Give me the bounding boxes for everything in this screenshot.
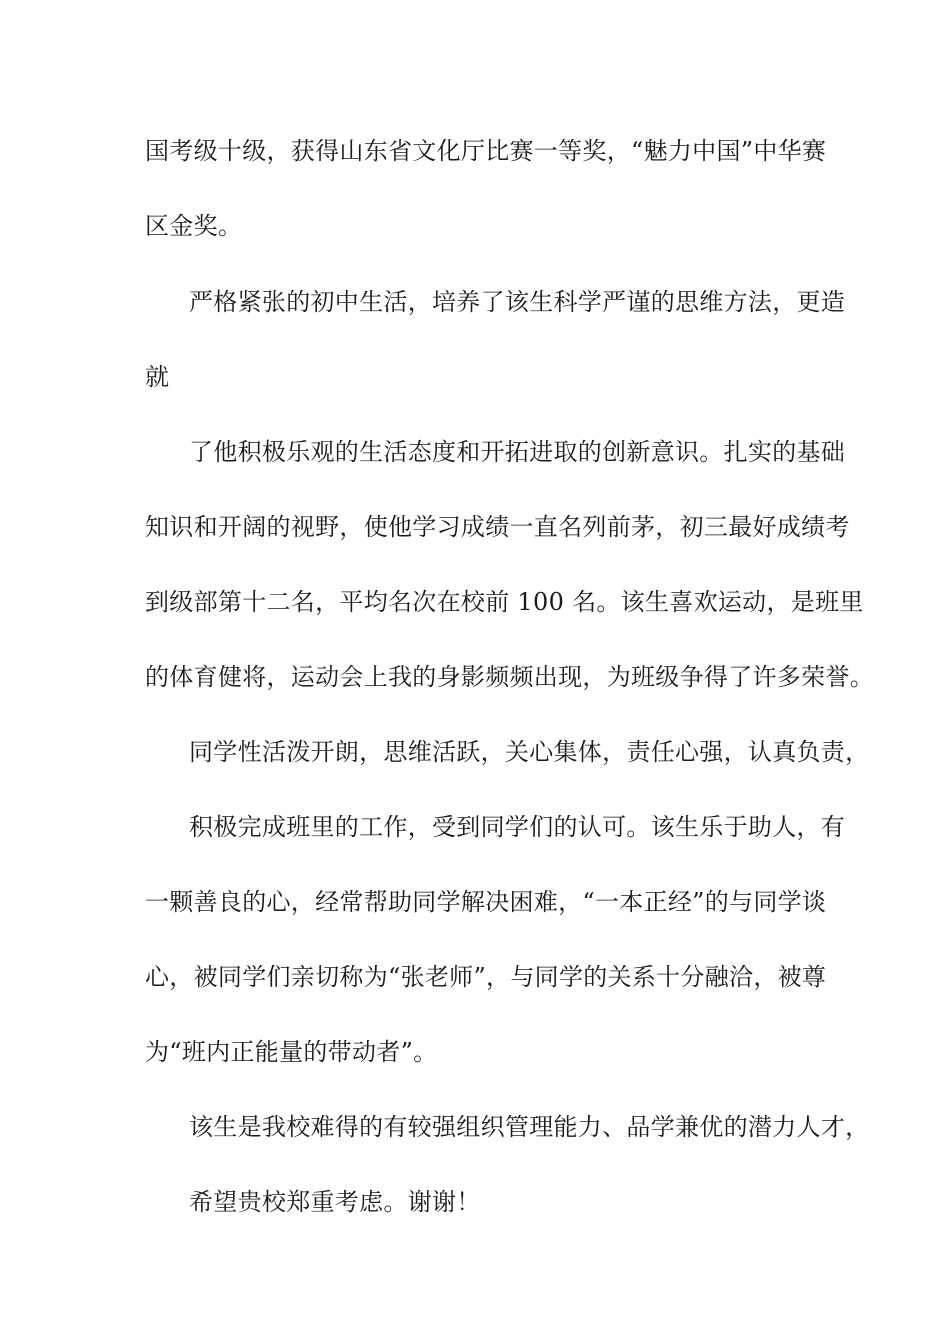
text-line-12: 心，被同学们亲切称为“张老师”，与同学的关系十分融洽，被尊 (145, 963, 827, 991)
text-line-14: 该生是我校难得的有较强组织管理能力、品学兼优的潜力人才， (189, 1113, 870, 1141)
text-line-11: 一颗善良的心，经常帮助同学解决困难，“一本正经”的与同学谈 (145, 888, 827, 916)
text-line-15: 希望贵校郑重考虑。谢谢！ (189, 1188, 481, 1216)
text-line-13: 为“班内正能量的带动者”。 (145, 1038, 438, 1066)
text-line-9: 同学性活泼开朗，思维活跃，关心集体，责任心强，认真负责， (189, 738, 870, 766)
text-line-4: 就 (145, 363, 170, 391)
text-line-8: 的体育健将，运动会上我的身影频频出现，为班级争得了许多荣誉。 (145, 663, 874, 691)
text-line-6: 知识和开阔的视野，使他学习成绩一直名列前茅，初三最好成绩考 (145, 513, 850, 541)
text-line-5: 了他积极乐观的生活态度和开拓进取的创新意识。扎实的基础 (189, 438, 846, 466)
text-line-2: 区金奖。 (145, 212, 243, 240)
text-line-7: 到级部第十二名，平均名次在校前 100 名。该生喜欢运动，是班里 (145, 588, 864, 616)
text-line-10: 积极完成班里的工作，受到同学们的认可。该生乐于助人，有 (189, 813, 846, 841)
text-line-1: 国考级十级，获得山东省文化厅比赛一等奖，“魅力中国”中华赛 (145, 137, 827, 165)
text-line-3: 严格紧张的初中生活，培养了该生科学严谨的思维方法，更造 (189, 288, 846, 316)
